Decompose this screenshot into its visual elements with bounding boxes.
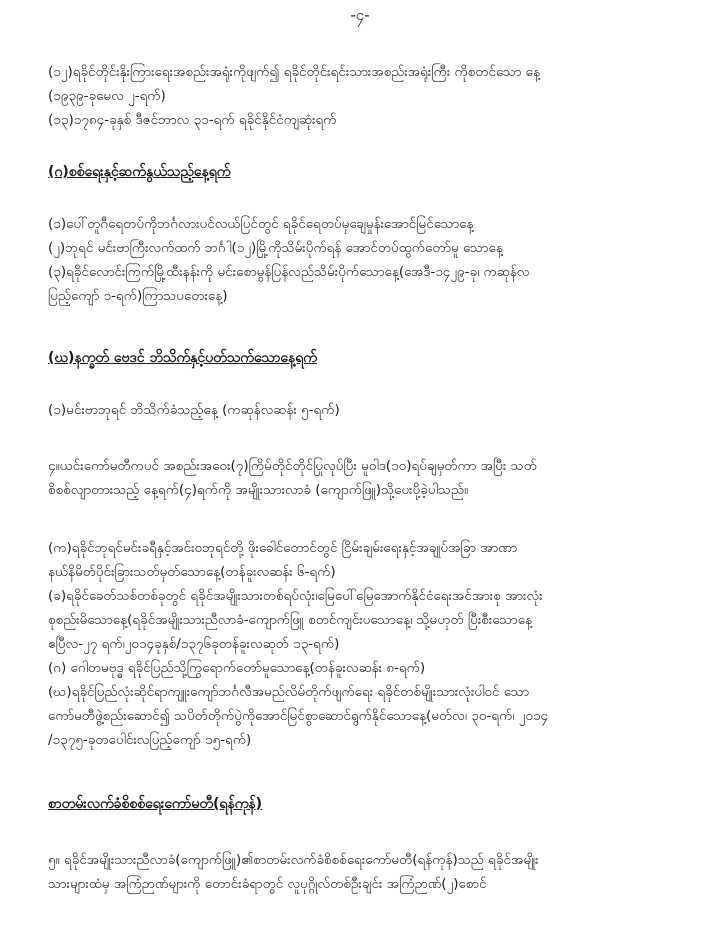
section-heading-committee: စာတမ်းလက်ခံစိစစ်ရေးကော်မတီ(ရန်ကုန်) <box>48 796 263 812</box>
paragraph-4 <box>48 454 684 502</box>
text-line: ၅။ ရခိုင်အမျိုးသားညီလာခံ(ကျောက်ဖြူ)၏စာတမ်းလက်ခံစိစစ်ရေးကော်မတီ(ရန်ကုန်)သည် ရခိုင်အမျိုး <box>48 852 539 868</box>
text-line: နယ်နိမိတ်ပိုင်းခြားသတ်မှတ်သောနေ့(တန်ခူးလဆန်း ၆-ရက်) <box>48 564 336 580</box>
text-line: ဧပြီလ-၂၇ ရက်၊၂၀၁၄ခုနှစ်/၁၃၇၆ခုတန်ခူးလဆုတ် ၁၃-ရက်) <box>48 636 340 652</box>
text-line: ပြည့်ကျော် ၁-ရက်)ကြာသပတေးနေ့) <box>48 288 228 304</box>
section-list <box>48 536 684 752</box>
text-line: (၁၉၃၉-ခုမေလ ၂-ရက်) <box>48 88 166 104</box>
text-line: သားများထံမှ အကြံဉာဏ်များကို တောင်းခံရာတွင် လူပုဂ္ဂိုလ်တစ်ဦးချင်း အကြံဉာဏ်(၂)စောင် <box>48 876 487 892</box>
text-line: စုစည်းမိသောနေ့(ရခိုင်အမျိုးသားညီလာခံ-ကျောက်ဖြူ စတင်ကျင်းပသောနေ့၊ သို့မဟုတ် ပြီးစီးသောနေ့ <box>48 612 533 628</box>
section-top <box>48 60 684 132</box>
text-line: (၁၃)၁၇၈၄-ခုနှစ် ဒီဇင်ဘာလ ၃၁-ရက် ရခိုင်နိုင်ငံကျဆုံးရက် <box>48 112 337 128</box>
text-line: (ခ)ရခိုင်ခေတ်သစ်တစ်ခုတွင် ရခိုင်အမျိုးသားတစ်ရပ်လုံး၊မြေပေါ်မြေအောက်နိုင်ငံရေးအင်အားစု အားလုံး <box>48 588 543 604</box>
text-line: (က)ရခိုင်ဘုရင်မင်းခရီနှင့်အင်းဝဘုရင်တို့ ဖိုးခေါင်တောင်တွင် ငြိမ်းချမ်းရေးနှင့်အချုပ်အခြာ အာဏာ <box>48 540 518 556</box>
section-gh-body <box>48 398 684 422</box>
page-number: -၄- <box>350 6 370 24</box>
text-line: /၁၃၇၅-ခုတပေါင်းလပြည့်ကျော် ၁၅-ရက်) <box>48 732 252 748</box>
text-line: ၄။ယင်းကော်မတီကပင် အစည်းအဝေး(၇)ကြိမ်တိုင်တိုင်ပြုလုပ်ပြီး မူဝါဒ(၁၀)ရပ်ချမှတ်ကာ အပြီး သတ် <box>48 458 537 474</box>
text-line: (၁)ပေါ်တူဂီရေတပ်ကိုဘင်္ဂလားပင်လယ်ပြင်တွင် ရခိုင်ရေတပ်မှချေမှုန်းအောင်မြင်သောနေ့ <box>48 216 474 232</box>
text-line: (၁)မင်းဗာဘုရင် ဘိသိက်ခံသည့်နေ့ (ကဆုန်လဆန်း ၅-ရက်) <box>48 402 340 418</box>
text-line: (၂)ဘုရင် မင်းဗာကြီးလက်ထက် ဘင်္ဂါ(၁၂)မြို့ကိုသိမ်းပိုက်ရန် အောင်တပ်ထွက်တော်မူ သောနေ့ <box>48 240 503 256</box>
section-heading-gh: (ဃ)နက္ခတ် ဗေဒင် ဘိသိက်နှင့်ပတ်သက်သောနေ့ရက် <box>48 350 317 366</box>
text-line: စိစစ်လျာတားသည့် နေ့ရက်(၄)ရက်ကို အမျိုးသားလာခံ (ကျောက်ဖြူ)သို့ပေးပို့ခဲ့ပါသည်။ <box>48 482 469 498</box>
section-g-body <box>48 212 684 308</box>
text-line: (၁၂)ရခိုင်တိုင်းနိုးကြားရေးအစည်းအရုံးကိုဖျက်၍ ရခိုင်တိုင်းရင်းသားအစည်းအရုံးကြီး ကိုစတင်သော နေ့ <box>48 64 540 80</box>
text-line: (ဃ)ရခိုင်ပြည်လုံးဆိုင်ရာကျူးကျော်ဘင်္ဂလီအမည်လိမ်တိုက်ဖျက်ရေး ရခိုင်တစ်မျိုးသားလုံးပါဝင် သော <box>48 684 530 700</box>
text-line: (ဂ) ဂေါတမဗုဒ္ဓ ရခိုင်ပြည်သို့ကြွရောက်တော်မူသောနေ့(တန်ခူးလဆန်း ၈-ရက်) <box>48 660 426 676</box>
section-committee-body <box>48 848 684 896</box>
section-heading-g: (ဂ)စစ်ရေးနှင့်ဆက်နွယ်သည့်နေ့ရက် <box>48 164 231 180</box>
text-line: ကော်မတီဖွဲ့စည်းဆောင်၍ သပိတ်တိုက်ပွဲကိုအောင်မြင်စွာဆောင်ရွက်နိုင်သောနေ့(မတ်လ၊ ၃၀-ရက်၊ ၂၀၁၄ <box>48 708 549 724</box>
text-line: (၃)ရခိုင်လောင်းကြက်မြို့ထီးနန်းကို မင်းစောမွန်ပြန်လည်သိမ်းပိုက်သောနေ့(အေဒီ-၁၄၂၉-ခု၊ ကဆုန်လ <box>48 264 530 280</box>
